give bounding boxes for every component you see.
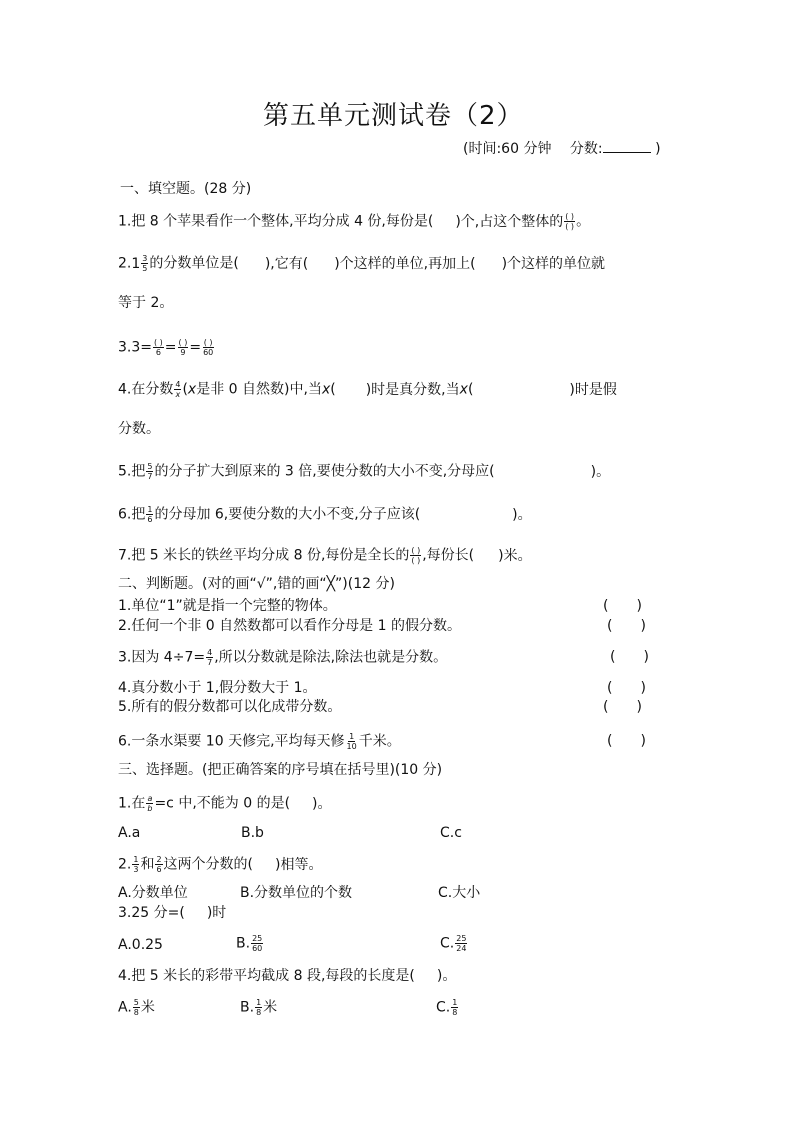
section-choice-heading: 三、选择题。(把正确答案的序号填在括号里)(10 分) — [118, 762, 443, 778]
q1-6: 6.把 $\frac{1}{6}$ 的分母加 6,要使分数的大小不变,分子应该( )。 — [118, 505, 532, 524]
q3-1-option-c: C.c — [440, 825, 462, 841]
q2-3-answer[interactable]: ( ) — [610, 649, 649, 665]
score-label: 分数: — [569, 141, 603, 157]
q3-3-option-b: B. $\frac{25}{60}$ — [236, 934, 263, 953]
q3-3-option-c: C. $\frac{25}{24}$ — [440, 934, 467, 953]
q2-4-answer[interactable]: ( ) — [607, 680, 646, 696]
q2-6: 6.一条水渠要 10 天修完,平均每天修 $\frac{1}{10}$ 千米。 — [118, 732, 401, 751]
q3-2-option-b: B.分数单位的个数 — [240, 885, 353, 901]
page-title: 第五单元测试卷（2） — [263, 101, 524, 131]
q2-6-answer[interactable]: ( ) — [607, 733, 646, 749]
q1-4: 4.在分数 $\frac{4}{x}$ (x是非 0 自然数)中,当x( )时是真分数,当x( )时是假 — [118, 380, 617, 399]
q2-3: 3.因为 4÷7= $\frac{4}{7}$ ,所以分数就是除法,除法也就是分数。 — [118, 648, 448, 667]
time-label: (时间:60 分钟 — [463, 141, 552, 157]
q1-5: 5.把 $\frac{5}{7}$ 的分子扩大到原来的 3 倍,要使分数的大小不变,分母应( )。 — [118, 462, 611, 481]
section-fill-heading: 一、填空题。(28 分) — [120, 181, 252, 197]
q1-7: 7.把 5 米长的铁丝平均分成 8 份,每份是全长的 $\frac{( )}{( )}$ ,每份长( )米。 — [118, 546, 532, 565]
time-info — [463, 140, 661, 156]
q1-3: 3.3= $\frac{( )}{6}$ = $\frac{( )}{9}$ = $\frac{( )}{60}$ — [118, 338, 214, 357]
q1-1: 1.把 8 个苹果看作一个整体,平均分成 4 份,每份是( )个,占这个整体的 $\frac{( )}{( )}$ 。 — [118, 212, 591, 231]
q1-2-line2: 等于 2。 — [118, 295, 174, 311]
q1-2: 2. 1 $\frac{3}{5}$ 的分数单位是( ),它有( )个这样的单位,再加上( )个这样的单位就 — [118, 254, 606, 273]
q3-2-option-c: C.大小 — [438, 885, 481, 901]
q1-4-line2: 分数。 — [118, 421, 160, 437]
q3-1: 1.在 $\frac{a}{b}$ =c 中,不能为 0 的是( )。 — [118, 794, 332, 813]
q3-2-option-a: A.分数单位 — [118, 885, 188, 901]
score-blank[interactable] — [603, 140, 651, 153]
q3-1-option-a: A.a — [118, 825, 141, 841]
q2-5-answer[interactable]: ( ) — [603, 699, 642, 715]
q2-4: 4.真分数小于 1,假分数大于 1。 — [118, 680, 317, 696]
q3-3-option-a: A.0.25 — [118, 937, 163, 953]
q3-4-option-b: B. $\frac{1}{8}$ 米 — [240, 998, 278, 1017]
section-judge-heading: 二、判断题。(对的画“√”,错的画“╳”)(12 分) — [118, 576, 395, 592]
q2-2: 2.任何一个非 0 自然数都可以看作分母是 1 的假分数。 — [118, 618, 461, 634]
q2-5: 5.所有的假分数都可以化成带分数。 — [118, 699, 342, 715]
q3-3: 3.25 分=( )时 — [118, 905, 227, 921]
q3-4-option-a: A. $\frac{5}{8}$ 米 — [118, 998, 155, 1017]
q2-1: 1.单位“1”就是指一个完整的物体。 — [118, 598, 337, 614]
q3-4-option-c: C. $\frac{1}{8}$ — [436, 998, 458, 1017]
q2-2-answer[interactable]: ( ) — [607, 618, 646, 634]
q3-4: 4.把 5 米长的彩带平均截成 8 段,每段的长度是( )。 — [118, 968, 457, 984]
q2-1-answer[interactable]: ( ) — [603, 598, 642, 614]
q3-2: 2. $\frac{1}{3}$ 和 $\frac{2}{6}$ 这两个分数的( )相等。 — [118, 855, 323, 874]
close-paren: ) — [655, 141, 661, 157]
q3-1-option-b: B.b — [241, 825, 264, 841]
